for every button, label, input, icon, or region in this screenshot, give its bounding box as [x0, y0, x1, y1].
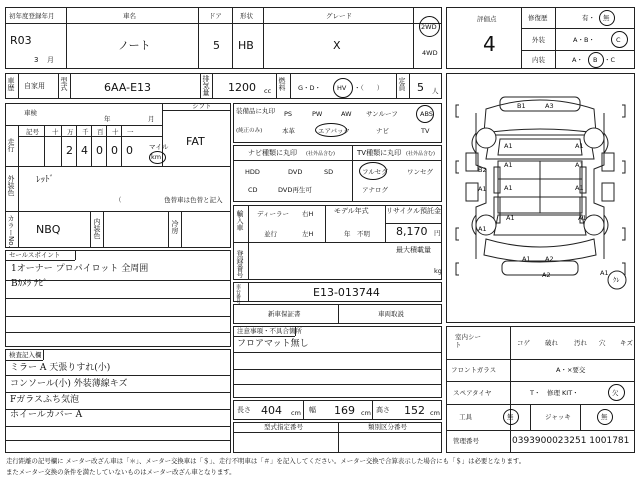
capacity-unit: 人: [432, 87, 439, 95]
notes-label: 注意事項・不具合箇所: [237, 327, 302, 335]
mileage-digit: 4: [81, 144, 88, 157]
recycle-unit: 円: [434, 229, 441, 237]
sales-line-2: Bｶﾒﾗ ﾅﾋﾞ: [11, 279, 48, 289]
damage-mark: A1: [504, 142, 513, 150]
max-load-unit: kg: [434, 267, 442, 275]
damage-mark: A1: [504, 161, 513, 169]
car-diagram: [446, 73, 635, 323]
repair-label: 修復歴: [528, 14, 548, 22]
right-hand: 右H: [302, 210, 314, 218]
airbag-circle: [315, 123, 347, 137]
equipment-item: PW: [312, 110, 323, 118]
inspector-line-1: ミラー A 天張りすれ(小): [10, 363, 111, 373]
width-label: 幅: [309, 406, 316, 414]
damage-mark: A1: [600, 269, 609, 277]
front-glass-label: フロントガラス: [451, 366, 497, 374]
spare-label: スペアタイヤ: [453, 389, 492, 397]
capacity-value: 5: [417, 81, 424, 94]
chassis-value: E13-013744: [313, 286, 380, 299]
cooling-label: 冷房: [171, 220, 179, 234]
tv-item: アナログ: [362, 186, 388, 194]
inspector-line-2: コンソール(小) 外装薄線キズ: [10, 379, 128, 389]
control-label: 管理番号: [453, 437, 479, 445]
height-unit: cm: [430, 409, 440, 417]
insp-month-unit: 月: [148, 115, 155, 123]
drive-top: 2WD: [421, 23, 437, 31]
recycle-value: 8,170: [396, 225, 428, 238]
score-value: 4: [483, 32, 496, 56]
class-no-label: 類別区分番号: [368, 423, 407, 431]
mile-label: マイル: [149, 143, 169, 151]
sheet-item: キズ: [620, 339, 633, 347]
mileage-digit: 2: [66, 144, 73, 157]
exterior-selected: C: [616, 36, 621, 44]
repair-selected: 無: [603, 14, 610, 22]
model-year-value: 年 不明: [344, 230, 370, 238]
navi-item: DVD: [288, 168, 303, 176]
sheet-item: コゲ: [517, 339, 530, 347]
car-name-label: 車名: [123, 12, 136, 20]
damage-mark: A1: [575, 142, 584, 150]
mileage-label: 走行: [7, 138, 15, 152]
tv-item: フルセグ: [362, 168, 388, 176]
width-unit: cm: [361, 409, 371, 417]
spare-items: T・ 修理 KIT・: [530, 389, 579, 397]
use-value: 自家用: [24, 82, 45, 90]
first-reg-month: 3: [34, 56, 39, 64]
shift-value: FAT: [186, 135, 205, 148]
damage-mark: A1: [522, 255, 531, 263]
exterior-label: 外装: [532, 36, 545, 44]
parallel: 並行: [264, 230, 277, 238]
equipment-item: AW: [341, 110, 352, 118]
km-label: km: [151, 153, 162, 161]
damage-mark: A2: [545, 255, 554, 263]
color-note-paren: （ ）: [115, 196, 174, 204]
control-value: 0393900023251 1001781: [512, 436, 630, 446]
tv-sub: (社外品含む): [406, 151, 435, 157]
damage-mark: A1: [575, 161, 584, 169]
score-label: 評価点: [477, 15, 497, 23]
fuel-paren: ・（ ）: [354, 84, 384, 92]
damage-mark: B2: [478, 166, 487, 174]
damage-mark: A1: [575, 184, 584, 192]
mileage-digit: 0: [96, 144, 103, 157]
use-label: 車歴: [7, 77, 15, 91]
mileage-unit: 十: [52, 128, 59, 136]
header-box: [5, 7, 442, 69]
tools-label: 工具: [459, 413, 472, 421]
mileage-unit: 万: [67, 128, 74, 136]
color-value: ﾚｯﾄﾞ: [36, 175, 55, 185]
damage-mark: A3: [545, 102, 554, 110]
model-year-label: モデル年式: [334, 207, 369, 215]
navi-sub: (社外品含む): [306, 151, 335, 157]
damage-mark: A1: [504, 184, 513, 192]
mileage-digit: 0: [111, 144, 118, 157]
recycle-label: リサイクル預託金: [386, 207, 442, 215]
doors: 5: [213, 39, 220, 52]
sheet-item: 破れ: [545, 339, 558, 347]
tv-item: ワンセグ: [407, 168, 433, 176]
color-no-label: カラーNo.: [7, 215, 15, 248]
grade: X: [333, 39, 341, 52]
sales-label: セールスポイント: [9, 251, 61, 259]
equipment-item: TV: [421, 127, 430, 135]
import-label: 輸入車: [236, 210, 244, 231]
drive-bottom: 4WD: [422, 49, 438, 57]
interior-opt-a: A・: [572, 56, 583, 64]
mileage-digit: 0: [126, 144, 133, 157]
sheet-item: 穴: [599, 339, 606, 347]
abs-circle: [416, 105, 434, 123]
height-value: 152: [404, 404, 425, 417]
height-label: 高さ: [376, 406, 390, 414]
notes-text: フロアマット無し: [237, 339, 309, 349]
shift-label: シフト: [192, 102, 212, 110]
mileage-unit: 千: [82, 128, 89, 136]
first-reg-label: 初年度登録年月: [9, 12, 55, 20]
mileage-unit: 一: [127, 128, 134, 136]
inspector-line-3: Fガラスふち気泡: [10, 395, 79, 405]
interior-color-label: 内装色: [93, 218, 101, 239]
sales-line-1: 1オーナー プロパイロット 全周囲: [11, 264, 149, 274]
jack-label: ジャッキ: [545, 413, 571, 421]
month-unit: 月: [47, 56, 54, 64]
interior-selected: B: [593, 56, 598, 64]
max-load-label: 最大積載量: [396, 246, 431, 254]
mileage-unit: 百: [97, 128, 104, 136]
footer-line-1: 走行距離の記号欄に メーター改ざん車は「＊」、メーター交換車は「＄」、走行不明車は「＃」を記入してください。メーター交換で合算表示した場合にも「＄」は必要となります。: [6, 457, 526, 465]
damage-mark: ｸﾚ: [613, 276, 620, 284]
type-no-label: 型式指定番号: [264, 423, 303, 431]
equipment-sub: (純正のみ): [236, 128, 263, 134]
equipment-item: PS: [284, 110, 293, 118]
doors-label: ドア: [209, 12, 222, 20]
navi-item: DVD再生可: [278, 186, 312, 194]
shape: HB: [238, 39, 254, 52]
interior-label: 内装: [532, 56, 545, 64]
inspector-label: 検査記入欄: [9, 351, 42, 359]
equipment-item: ABS: [420, 110, 433, 118]
tools-selected: 無: [507, 413, 514, 421]
navi-item: CD: [248, 186, 258, 194]
chassis-label: 車台番号: [235, 284, 241, 304]
manual-doc: 車両取説: [378, 310, 404, 318]
left-hand: 左H: [302, 230, 314, 238]
damage-mark: A2: [542, 271, 551, 279]
reg-no-label: 登録番号: [236, 250, 244, 278]
sheet-item: 汚れ: [574, 339, 587, 347]
color-label: 外装色: [7, 175, 15, 196]
mileage-unit: 十: [112, 128, 119, 136]
repair-options: 有・: [582, 14, 595, 22]
exterior-options: A・B・: [573, 36, 595, 44]
warranty-doc: 新車保証書: [268, 310, 301, 318]
model-label: 型式: [60, 77, 68, 91]
equipment-item: ナビ: [376, 127, 389, 135]
navi-item: HDD: [245, 168, 260, 176]
jack-selected: 無: [601, 413, 608, 421]
inspection-label: 車検: [24, 109, 37, 117]
damage-mark: A1: [478, 185, 487, 193]
color-note: 色替車は色替と記入: [164, 196, 223, 204]
fuel-options: G・D・: [298, 84, 322, 92]
damage-mark: A1: [478, 225, 487, 233]
car-name: ノート: [118, 39, 151, 52]
spare-selected: 欠: [612, 389, 619, 397]
damage-mark: A1: [506, 214, 515, 222]
damage-mark: B1: [517, 102, 526, 110]
equipment-item: エアバック: [318, 127, 350, 135]
tv-label: TV種類に丸印: [357, 149, 402, 157]
interior-opt-c: ・C: [604, 56, 616, 64]
dealer: ディーラー: [257, 210, 289, 218]
capacity-label: 定員: [398, 77, 406, 91]
fuel-selected: HV: [337, 84, 347, 92]
fuel-label: 燃料: [278, 77, 286, 91]
disp-unit: cc: [264, 87, 272, 95]
mileage-sub: 記号: [26, 128, 39, 136]
front-glass-items: A・×要交: [556, 366, 586, 374]
length-label: 長さ: [237, 406, 251, 414]
fullseg-circle: [359, 162, 387, 180]
equipment-item: 本革: [282, 127, 295, 135]
first-reg-year: R03: [10, 34, 32, 47]
shape-label: 形状: [240, 12, 253, 20]
interior-sheet-label: 室内シート: [455, 333, 481, 350]
navi-item: SD: [324, 168, 334, 176]
width-value: 169: [334, 404, 355, 417]
footer-line-2: またメーター交換の条件を満たしていないものはメーター改ざん車となります。: [6, 468, 236, 476]
disp-value: 1200: [228, 81, 256, 94]
equipment-label: 装備品に丸印: [236, 107, 275, 115]
insp-year-unit: 年: [104, 115, 111, 123]
navi-label: ナビ種類に丸印: [248, 149, 297, 157]
grade-label: グレード: [326, 12, 352, 20]
equipment-item: サンルーフ: [366, 110, 398, 118]
damage-mark: A1: [578, 214, 587, 222]
length-value: 404: [261, 404, 282, 417]
inspector-line-4: ホイールカバー A: [10, 410, 83, 420]
length-unit: cm: [291, 409, 301, 417]
model-value: 6AA-E13: [104, 81, 152, 94]
color-no-value: NBQ: [36, 223, 61, 236]
disp-label: 排気量: [202, 75, 210, 96]
